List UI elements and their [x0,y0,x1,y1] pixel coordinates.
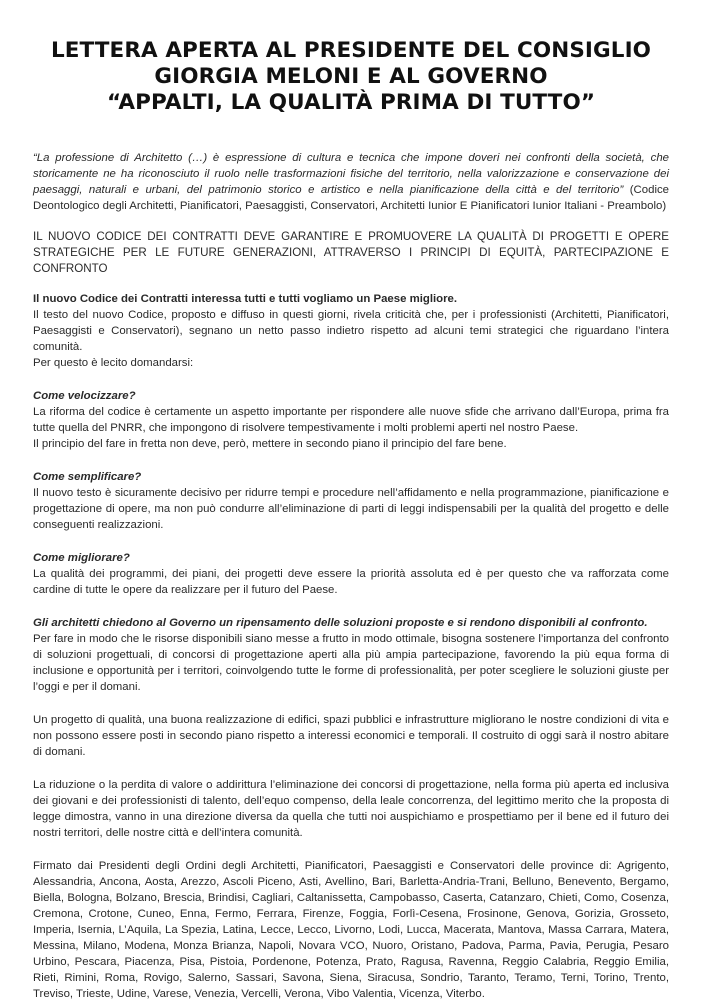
section-text: Per fare in modo che le risorse disponibili siano messe a frutto in modo ottimale, bisogna sostenere l’importanza del confronto di soluzioni progettuali, di concorsi di progettazione aperti alla più ampia partecipazione, favorendo la più equa forma di inclusione e opportunità per i territori, coinvolgendo tutte le forme di professionalità, per poter scegliere le soluzioni giuste per l’oggi e per il domani. [33,633,669,693]
section-text: Il nuovo testo è sicuramente decisivo per ridurre tempi e procedure nell’affidamento e nella programmazione, pianificazione e progettazione di opere, ma non può condurre all’eliminazione di parti di leggi indispensabili per la qualità del progetto e delle conseguenti realizzazioni. [33,487,669,531]
section-heading: Il nuovo Codice dei Contratti interessa tutti e tutti vogliamo un Paese migliore. [33,293,458,305]
section-interest [33,291,669,371]
quote-text: “La professione di Architetto (…) è espressione di cultura e tecnica che impone doveri nei confronti della società, che storicamente ne ha riconosciuto il ruolo nelle trasformazioni fisiche del territorio, nella valorizzazione e conservazione dei paesaggi, naturali e urbani, del patrimonio storico e artistico e nella pianificazione della città e del territorio” [33,152,669,196]
title-line-2: GIORGIA MELONI E AL GOVERNO [154,64,548,89]
section-text: Per questo è lecito domandarsi: [33,357,194,369]
section-heading: Come migliorare? [33,552,130,564]
letter-title [33,38,669,116]
section-text: Il principio del fare in fretta non deve, però, mettere in secondo piano il principio del fare bene. [33,438,507,450]
section-velocizzare [33,388,669,452]
section-migliorare [33,550,669,598]
preamble-quote [33,150,669,214]
section-text: Il testo del nuovo Codice, proposto e diffuso in questi giorni, rivela criticità che, per i professionisti (Architetti, Pianificatori, Paesaggisti e Conservatori), segnano un netto passo indietro rispetto ad alcuni temi strategici che riguardano l’intera comunità. [33,309,669,353]
section-heading: Gli architetti chiedono al Governo un ripensamento delle soluzioni proposte e si rendono disponibili al confronto. [33,617,648,629]
quality-paragraph: Un progetto di qualità, una buona realizzazione di edifici, spazi pubblici e infrastrutture migliorano le nostre condizioni di vita e non possono essere posti in secondo piano rispetto a interessi economici e temporali. Il costruito di oggi sarà il nostro abitare di domani. [33,714,669,758]
section-text: La qualità dei programmi, dei piani, dei progetti deve essere la priorità assoluta ed è per questo che va rafforzata come cardine di tutte le opere da realizzare per il futuro del Paese. [33,568,669,596]
competitions-paragraph: La riduzione o la perdita di valore o addirittura l’eliminazione dei concorsi di progettazione, nella forma più aperta ed inclusiva dei giovani e dei professionisti di talento, dell’equo compenso, della leale concorrenza, del legittimo merito che la proposta di legge dimostra, vanno in una direzione diversa da quella che tutti noi auspichiamo e prospettiamo per il bene ed il futuro dei nostri territori, delle nostre città e dell’intera comunità. [33,779,669,839]
section-heading: Come velocizzare? [33,390,136,402]
title-line-3: “APPALTI, LA QUALITÀ PRIMA DI TUTTO” [106,90,596,115]
section-heading: Come semplificare? [33,471,142,483]
quote-source: (Codice Deontologico degli Architetti, Pianificatori, Paesaggisti, Conservatori, Architetti Iunior E Pianificatori Iunior Italiani - Preambolo) [33,184,669,212]
headline-statement: IL NUOVO CODICE DEI CONTRATTI DEVE GARANTIRE E PROMUOVERE LA QUALITÀ DI PROGETTI E OPERE STRATEGICHE PER LE FUTURE GENERAZIONI, ATTRAVERSO I PRINCIPI DI EQUITÀ, PARTECIPAZIONE E CONFRONTO [33,230,669,275]
signatories-list: Firmato dai Presidenti degli Ordini degli Architetti, Pianificatori, Paesaggisti e Conservatori delle province di: Agrigento, Alessandria, Ancona, Aosta, Arezzo, Ascoli Piceno, Asti, Avellino, Bari, Barletta-Andria-Trani, Belluno, Benevento, Bergamo, Biella, Bologna, Bolzano, Brescia, Brindisi, Cagliari, Caltanissetta, Campobasso, Caserta, Catanzaro, Chieti, Como, Cosenza, Cremona, Crotone, Cuneo, Enna, Fermo, Ferrara, Firenze, Foggia, Forlì-Cesena, Frosinone, Genova, Gorizia, Grosseto, Imperia, Isernia, L’Aquila, La Spezia, Latina, Lecce, Lecco, Livorno, Lodi, Lucca, Macerata, Mantova, Massa Carrara, Matera, Messina, Milano, Modena, Monza Brianza, Napoli, Novara VCO, Nuoro, Oristano, Padova, Parma, Pavia, Perugia, Pesaro Urbino, Pescara, Piacenza, Pisa, Pistoia, Pordenone, Potenza, Prato, Ragusa, Ravenna, Reggio Calabria, Reggio Emilia, Rieti, Rimini, Roma, Rovigo, Salerno, Sassari, Savona, Siena, Siracusa, Sondrio, Taranto, Teramo, Terni, Torino, Trento, Treviso, Trieste, Udine, Varese, Venezia, Vercelli, Verona, Vibo Valentia, Vicenza, Viterbo. [33,860,669,1000]
section-architects-request [33,615,669,695]
section-text: La riforma del codice è certamente un aspetto importante per rispondere alle nuove sfide che arrivano dall’Europa, prima fra tutte quella del PNRR, che impongono di risolvere tempestivamente i molti problemi aperti nel nostro Paese. [33,406,669,434]
title-line-1: LETTERA APERTA AL PRESIDENTE DEL CONSIGLIO [50,38,652,63]
section-semplificare [33,469,669,533]
